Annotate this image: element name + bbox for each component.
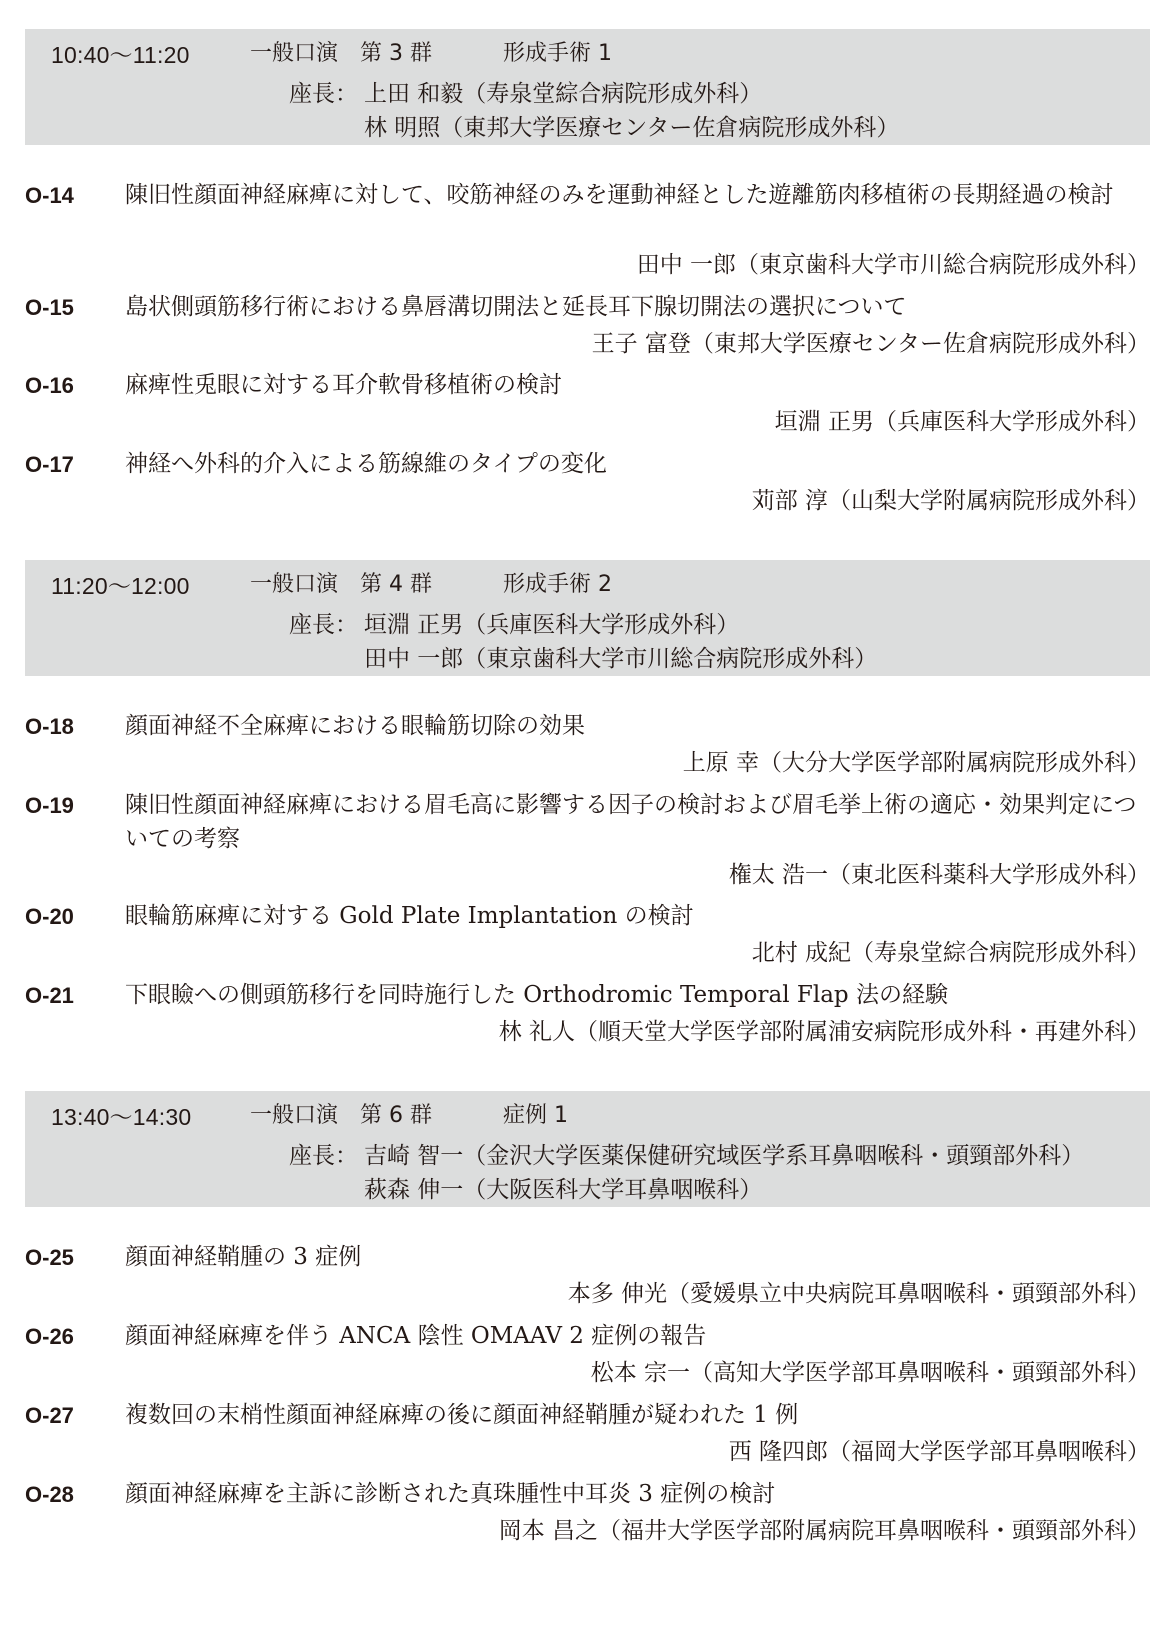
presentation-id: O-16 [25,373,74,398]
presentation-item [25,983,1150,1053]
presentation-id: O-27 [25,1403,74,1428]
presentation-author: 田中 一郎（東京歯科大学市川総合病院形成外科） [636,252,1150,278]
presentation-title: 眼輪筋麻痺に対する Gold Plate Implantation の検討 [125,903,694,929]
presentation-author: 上原 幸（大分大学医学部附属病院形成外科） [682,750,1150,776]
session-type: 一般口演 第 6 群 [250,1103,432,1128]
presentation-id: O-28 [25,1482,74,1507]
session-header [25,29,1150,145]
chairperson: 垣淵 正男（兵庫医科大学形成外科） [364,612,740,638]
session-type: 一般口演 第 4 群 [250,572,432,597]
session-type: 一般口演 第 3 群 [250,41,432,66]
presentation-item [25,904,1150,974]
presentation-author: 垣淵 正男（兵庫医科大学形成外科） [774,409,1150,435]
presentation-title: 陳旧性顔面神経麻痺における眉毛高に影響する因子の検討および眉毛挙上術の適応・効果判定についての考察 [125,792,1137,852]
presentation-id: O-15 [25,295,74,320]
presentation-id: O-17 [25,452,74,477]
session-header [25,560,1150,676]
presentation-author: 王子 富登（東邦大学医療センター佐倉病院形成外科） [591,331,1150,357]
presentation-author: 西 隆四郎（福岡大学医学部耳鼻咽喉科） [728,1439,1150,1465]
presentation-id: O-14 [25,183,74,208]
chairperson: 上田 和毅（寿泉堂綜合病院形成外科） [364,81,763,107]
presentation-item [25,714,1150,784]
session-topic: 症例 1 [503,1103,568,1128]
presentation-title: 顔面神経麻痺を主訴に診断された真珠腫性中耳炎 3 症例の検討 [125,1481,776,1507]
presentation-item [25,452,1150,522]
presentation-item [25,1482,1150,1552]
chair-label: 座長： [289,612,358,638]
session-time: 13:40～14:30 [51,1104,192,1130]
presentation-item [25,1324,1150,1394]
presentation-author: 林 礼人（順天堂大学医学部附属浦安病院形成外科・再建外科） [498,1019,1150,1045]
presentation-title: 神経へ外科的介入による筋線維のタイプの変化 [125,451,607,477]
chairperson: 萩森 伸一（大阪医科大学耳鼻咽喉科） [364,1177,763,1203]
presentation-id: O-21 [25,983,74,1008]
chair-label: 座長： [289,1143,358,1169]
session-time: 11:20～12:00 [51,573,190,599]
presentation-item [25,1403,1150,1473]
presentation-item [25,1245,1150,1315]
presentation-author: 権太 浩一（東北医科薬科大学形成外科） [728,862,1150,888]
chairperson: 田中 一郎（東京歯科大学市川総合病院形成外科） [364,646,878,672]
presentation-author: 北村 成紀（寿泉堂綜合病院形成外科） [751,940,1150,966]
session-topic: 形成手術 2 [503,572,612,597]
session-topic: 形成手術 1 [503,41,612,66]
presentation-id: O-20 [25,904,74,929]
presentation-title: 麻痺性兎眼に対する耳介軟骨移植術の検討 [125,372,562,398]
presentation-id: O-19 [25,793,74,818]
presentation-title: 下眼瞼への側頭筋移行を同時施行した Orthodromic Temporal Flap 法の経験 [125,982,948,1008]
presentation-author: 苅部 淳（山梨大学附属病院形成外科） [751,488,1150,514]
presentation-title: 島状側頭筋移行術における鼻唇溝切開法と延長耳下腺切開法の選択について [125,294,907,320]
presentation-author: 岡本 昌之（福井大学医学部附属病院耳鼻咽喉科・頭頸部外科） [498,1518,1150,1544]
presentation-title: 顔面神経不全麻痺における眼輪筋切除の効果 [125,713,585,739]
presentation-item [25,183,1150,283]
presentation-title: 顔面神経鞘腫の 3 症例 [125,1244,362,1270]
chairperson: 吉崎 智一（金沢大学医薬保健研究域医学系耳鼻咽喉科・頭頸部外科） [364,1143,1085,1169]
presentation-id: O-18 [25,714,74,739]
presentation-item [25,793,1150,893]
chairperson: 林 明照（東邦大学医療センター佐倉病院形成外科） [364,115,900,141]
presentation-item [25,373,1150,443]
session-header [25,1091,1150,1207]
presentation-title: 陳旧性顔面神経麻痺に対して、咬筋神経のみを運動神経とした遊離筋肉移植術の長期経過の検討 [125,182,1114,208]
presentation-id: O-25 [25,1245,74,1270]
presentation-author: 本多 伸光（愛媛県立中央病院耳鼻咽喉科・頭頸部外科） [567,1281,1150,1307]
presentation-title: 複数回の末梢性顔面神経麻痺の後に顔面神経鞘腫が疑われた 1 例 [125,1402,799,1428]
chair-label: 座長： [289,81,358,107]
presentation-item [25,295,1150,365]
presentation-id: O-26 [25,1324,74,1349]
session-time: 10:40～11:20 [51,42,190,68]
presentation-title: 顔面神経麻痺を伴う ANCA 陰性 OMAAV 2 症例の報告 [125,1323,707,1349]
presentation-author: 松本 宗一（高知大学医学部耳鼻咽喉科・頭頸部外科） [590,1360,1150,1386]
